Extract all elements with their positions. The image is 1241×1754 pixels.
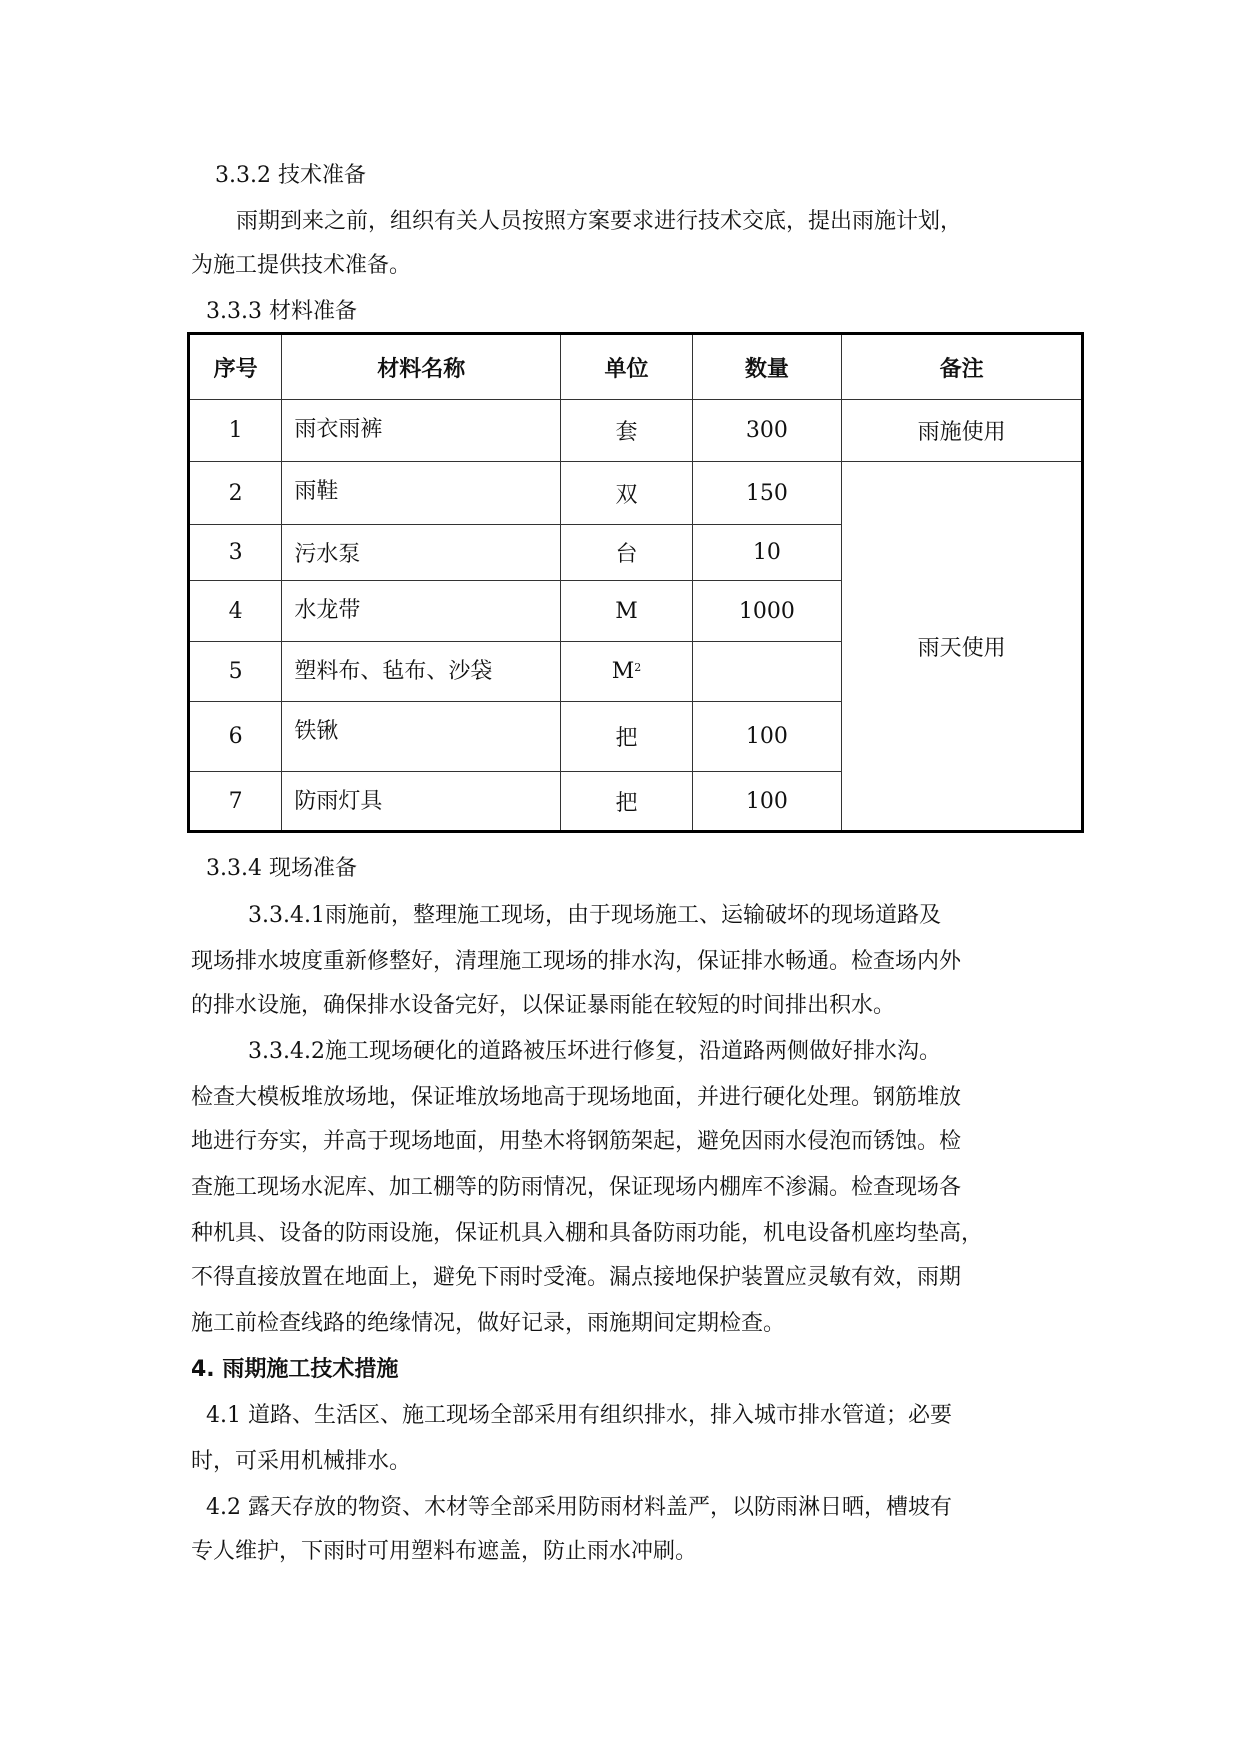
cell-quantity: 10	[692, 525, 842, 581]
section-332-paragraph-line-1: 雨期到来之前，组织有关人员按照方案要求进行技术交底，提出雨施计划，	[236, 209, 963, 234]
section-42-line: 4.2 露天存放的物资、木材等全部采用防雨材料盖严，以防雨淋日晒，槽坡有	[206, 1495, 952, 1520]
section-41-line: 时，可采用机械排水。	[191, 1449, 412, 1474]
cell-material-name: 雨鞋	[282, 462, 561, 525]
section-334-p2-line: 检查大模板堆放场地，保证堆放场地高于现场地面，并进行硬化处理。钢筋堆放	[191, 1085, 962, 1110]
cell-seq: 1	[189, 400, 282, 462]
cell-unit: 台	[561, 525, 692, 581]
section-334-p2-line: 3.3.4.2施工现场硬化的道路被压坏进行修复，沿道路两侧做好排水沟。	[248, 1039, 941, 1064]
cell-material-name: 塑料布、毡布、沙袋	[282, 642, 561, 702]
section-333-title: 3.3.3 材料准备	[206, 299, 357, 324]
section-41-line: 4.1 道路、生活区、施工现场全部采用有组织排水，排入城市排水管道；必要	[206, 1403, 952, 1428]
cell-material-name: 防雨灯具	[282, 772, 561, 832]
unit-text: M	[611, 659, 635, 684]
header-quantity: 数量	[692, 334, 842, 400]
cell-seq: 3	[189, 525, 282, 581]
table-header-row	[189, 334, 1083, 400]
cell-unit: 双	[561, 462, 692, 525]
cell-unit: 把	[561, 702, 692, 772]
cell-seq: 7	[189, 772, 282, 832]
section-334-p1-line: 的排水设施，确保排水设备完好，以保证暴雨能在较短的时间排出积水。	[191, 993, 896, 1018]
cell-material-name: 水龙带	[282, 581, 561, 642]
cell-unit: M	[561, 581, 692, 642]
cell-material-name: 雨衣雨裤	[282, 400, 561, 462]
cell-note: 雨施使用	[842, 400, 1083, 462]
section-332-paragraph-line-2: 为施工提供技术准备。	[191, 253, 412, 278]
cell-quantity: 100	[692, 772, 842, 832]
cell-seq: 4	[189, 581, 282, 642]
section-334-p2-line: 施工前检查线路的绝缘情况，做好记录，雨施期间定期检查。	[191, 1311, 786, 1336]
cell-seq: 5	[189, 642, 282, 702]
cell-material-name: 污水泵	[282, 525, 561, 581]
cell-unit	[561, 642, 692, 702]
cell-seq: 6	[189, 702, 282, 772]
header-seq: 序号	[189, 334, 282, 400]
header-note: 备注	[842, 334, 1083, 400]
section-334-p2-line: 不得直接放置在地面上，避免下雨时受淹。漏点接地保护装置应灵敏有效，雨期	[191, 1265, 962, 1290]
section-334-p1-line: 现场排水坡度重新修整好，清理施工现场的排水沟，保证排水畅通。检查场内外	[191, 949, 962, 974]
section-334-p2-line: 种机具、设备的防雨设施，保证机具入棚和具备防雨功能，机电设备机座均垫高，	[191, 1221, 984, 1246]
section-4-heading: 4. 雨期施工技术措施	[191, 1357, 399, 1382]
unit-superscript: 2	[634, 661, 642, 674]
cell-quantity: 100	[692, 702, 842, 772]
table-row	[189, 462, 1083, 525]
cell-material-name: 铁锹	[282, 702, 561, 772]
header-unit: 单位	[561, 334, 692, 400]
cell-seq: 2	[189, 462, 282, 525]
cell-quantity: 1000	[692, 581, 842, 642]
cell-quantity: 150	[692, 462, 842, 525]
section-334-p1-line: 3.3.4.1雨施前，整理施工现场，由于现场施工、运输破坏的现场道路及	[248, 903, 941, 928]
cell-note-merged: 雨天使用	[842, 462, 1083, 832]
section-334-p2-line: 地进行夯实，并高于现场地面，用垫木将钢筋架起，避免因雨水侵泡而锈蚀。检	[191, 1129, 962, 1154]
section-334-title: 3.3.4 现场准备	[206, 856, 357, 881]
section-332-title: 3.3.2 技术准备	[215, 163, 366, 188]
cell-quantity: 300	[692, 400, 842, 462]
section-42-line: 专人维护，下雨时可用塑料布遮盖，防止雨水冲刷。	[191, 1539, 698, 1564]
cell-unit: 套	[561, 400, 692, 462]
header-material-name: 材料名称	[282, 334, 561, 400]
table-row	[189, 400, 1083, 462]
cell-unit: 把	[561, 772, 692, 832]
cell-quantity	[692, 642, 842, 702]
section-334-p2-line: 查施工现场水泥库、加工棚等的防雨情况，保证现场内棚库不渗漏。检查现场各	[191, 1175, 962, 1200]
materials-table	[187, 332, 1084, 833]
